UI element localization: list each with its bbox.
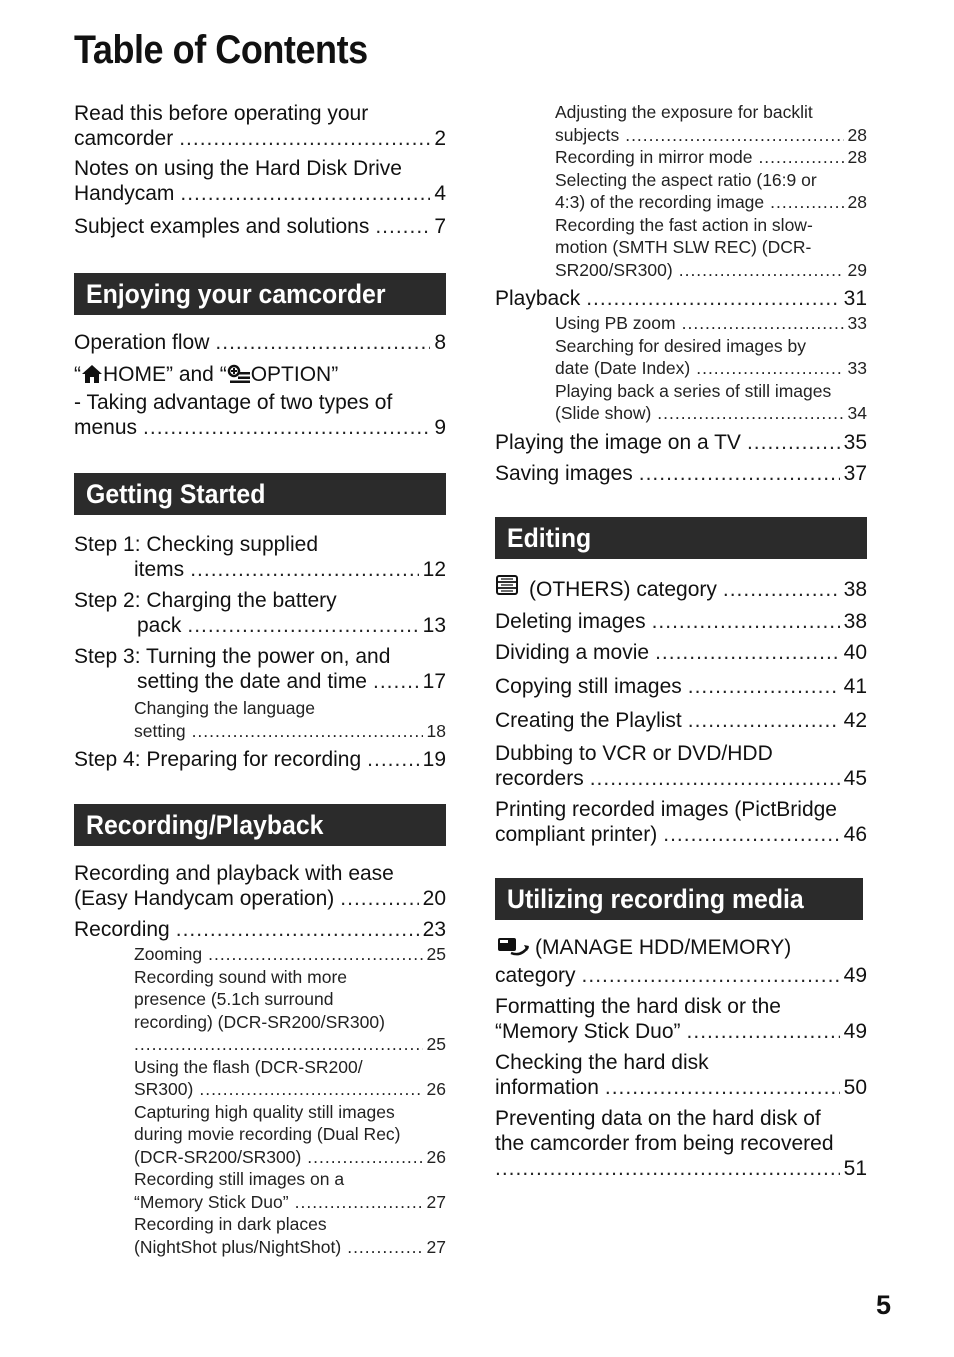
leader-dots bbox=[295, 1191, 423, 1214]
toc-entry-easy-handycam[interactable]: Recording and playback with ease (Easy Handycam operation) ..... 20 bbox=[74, 861, 446, 911]
home-icon bbox=[81, 364, 103, 390]
toc-entry-step2[interactable]: Step 2: Charging the battery pack ..... 13 bbox=[74, 588, 446, 638]
leader-dots bbox=[586, 286, 839, 311]
toc-subentry-nightshot[interactable]: Recording in dark places (NightShot plus/NightShot) ..... 27 bbox=[74, 1213, 446, 1258]
page-ref: 28 bbox=[847, 147, 867, 167]
leader-dots bbox=[375, 214, 430, 239]
toc-subentry-backlit[interactable]: Adjusting the exposure for backlit subjects ..... 28 bbox=[495, 101, 867, 146]
toc-entry-read-this[interactable]: Read this before operating your camcorder ..... 2 bbox=[74, 101, 446, 151]
leader-dots bbox=[688, 674, 840, 699]
page-ref: 28 bbox=[847, 192, 867, 212]
leader-dots bbox=[179, 126, 430, 151]
page-ref: 27 bbox=[426, 1236, 446, 1257]
toc-entry-saving[interactable]: Saving images ..... 37 bbox=[495, 461, 867, 486]
page-ref: 19 bbox=[422, 748, 446, 771]
section-header-editing: Editing bbox=[495, 517, 867, 559]
leader-dots bbox=[770, 191, 843, 214]
leader-dots bbox=[347, 1236, 422, 1259]
page-ref: 9 bbox=[434, 416, 446, 439]
page-ref: 23 bbox=[422, 918, 446, 941]
page-ref: 28 bbox=[847, 124, 867, 145]
toc-entry-preventing-recovery[interactable]: Preventing data on the hard disk of the camcorder from being recovered ..... 51 bbox=[495, 1106, 867, 1181]
leader-dots bbox=[639, 461, 840, 486]
page-ref: 49 bbox=[843, 963, 867, 987]
leader-dots bbox=[180, 181, 430, 206]
page-ref: 2 bbox=[434, 127, 446, 150]
page-ref: 4 bbox=[434, 182, 446, 205]
leader-dots bbox=[582, 963, 840, 988]
leader-dots bbox=[652, 609, 840, 634]
leader-dots bbox=[655, 640, 840, 665]
toc-entry-step4[interactable]: Step 4: Preparing for recording ..... 19 bbox=[74, 747, 446, 772]
toc-entry-step1[interactable]: Step 1: Checking supplied items ..... 12 bbox=[74, 532, 446, 582]
section-header-getting-started: Getting Started bbox=[74, 473, 446, 515]
toc-subentry-zooming[interactable]: Zooming ..... 25 bbox=[74, 943, 446, 966]
toc-entry-operation-flow[interactable]: Operation flow ..... 8 bbox=[74, 330, 446, 355]
leader-dots bbox=[373, 669, 419, 694]
page-ref: 40 bbox=[843, 640, 867, 664]
option-icon bbox=[227, 364, 251, 390]
leader-dots bbox=[687, 1019, 840, 1044]
page-ref: 17 bbox=[422, 670, 446, 693]
section-header-recording-playback: Recording/Playback bbox=[74, 804, 446, 846]
leader-dots bbox=[696, 357, 843, 380]
page-ref: 34 bbox=[847, 403, 867, 423]
leader-dots bbox=[340, 886, 418, 911]
leader-dots bbox=[758, 146, 843, 169]
toc-entry-manage-hdd[interactable]: (MANAGE HDD/MEMORY) category ..... 49 bbox=[495, 935, 867, 988]
page-ref: 46 bbox=[843, 822, 867, 846]
toc-entry-tv[interactable]: Playing the image on a TV ..... 35 bbox=[495, 430, 867, 455]
page-ref: 7 bbox=[434, 215, 446, 238]
leader-dots bbox=[199, 1078, 422, 1101]
toc-subentry-pb-zoom[interactable]: Using PB zoom ..... 33 bbox=[495, 312, 867, 335]
toc-subentry-date-index[interactable]: Searching for desired images by date (Date Index) ..... 33 bbox=[495, 335, 867, 380]
leader-dots bbox=[657, 402, 843, 425]
leader-dots bbox=[723, 577, 840, 602]
manage-hdd-memory-icon bbox=[495, 935, 531, 963]
toc-entry-dividing[interactable]: Dividing a movie ..... 40 bbox=[495, 640, 867, 665]
toc-entry-notes[interactable]: Notes on using the Hard Disk Drive Handycam ..... 4 bbox=[74, 156, 446, 206]
toc-entry-others-category[interactable]: (OTHERS) category ..... 38 bbox=[495, 574, 867, 602]
toc-subentry-mirror[interactable]: Recording in mirror mode ..... 28 bbox=[495, 146, 867, 169]
page-ref: 8 bbox=[434, 331, 446, 354]
intro-section bbox=[74, 101, 446, 239]
right-column bbox=[495, 101, 867, 1181]
toc-subentry-flash[interactable]: Using the flash (DCR-SR200/ SR300) ..... 26 bbox=[74, 1056, 446, 1101]
page-ref: 33 bbox=[847, 358, 867, 378]
leader-dots bbox=[663, 822, 839, 847]
page-ref: 33 bbox=[847, 313, 867, 333]
leader-dots bbox=[215, 330, 430, 355]
leader-dots bbox=[208, 943, 422, 966]
page-ref: 51 bbox=[843, 1156, 867, 1180]
toc-entry-playback[interactable]: Playback ..... 31 bbox=[495, 286, 867, 311]
toc-entry-dubbing[interactable]: Dubbing to VCR or DVD/HDD recorders ..... 45 bbox=[495, 741, 867, 791]
leader-dots bbox=[176, 917, 419, 942]
toc-entry-formatting[interactable]: Formatting the hard disk or the “Memory Stick Duo” ..... 49 bbox=[495, 994, 867, 1044]
page-ref: 49 bbox=[843, 1019, 867, 1043]
page-ref: 20 bbox=[422, 887, 446, 910]
toc-entry-home-option[interactable]: “ HOME” and “ OPTION” - Taking advantage of two types of menus ..... 9 bbox=[74, 362, 446, 440]
section-header-enjoying: Enjoying your camcorder bbox=[74, 273, 446, 315]
toc-entry-subject-examples[interactable]: Subject examples and solutions ..... 7 bbox=[74, 214, 446, 239]
toc-subentry-dual-rec[interactable]: Capturing high quality still images during movie recording (Dual Rec) (DCR-SR200/SR300) ..... 26 bbox=[74, 1101, 446, 1169]
page-ref: 35 bbox=[843, 430, 867, 454]
leader-dots bbox=[688, 708, 840, 733]
toc-subentry-slide-show[interactable]: Playing back a series of still images (Slide show) ..... 34 bbox=[495, 380, 867, 425]
leader-dots bbox=[682, 312, 844, 335]
page-ref: 38 bbox=[843, 577, 867, 601]
page-ref: 38 bbox=[843, 609, 867, 633]
page-ref: 41 bbox=[843, 674, 867, 698]
toc-subentry-memory-stick[interactable]: Recording still images on a “Memory Stick Duo” ..... 27 bbox=[74, 1168, 446, 1213]
others-category-icon bbox=[495, 574, 519, 602]
leader-dots bbox=[367, 747, 418, 772]
leader-dots bbox=[187, 613, 418, 638]
leader-dots bbox=[495, 1156, 840, 1181]
toc-entry-checking-disk[interactable]: Checking the hard disk information ..... 50 bbox=[495, 1050, 867, 1100]
toc-subentry-aspect[interactable]: Selecting the aspect ratio (16:9 or 4:3) of the recording image ..... 28 bbox=[495, 169, 867, 214]
leader-dots bbox=[605, 1075, 840, 1100]
section-header-recording-media: Utilizing recording media bbox=[495, 878, 863, 920]
leader-dots bbox=[134, 1033, 423, 1056]
toc-subentry-slow-motion[interactable]: Recording the fast action in slow- motion (SMTH SLW REC) (DCR- SR200/SR300) ..... 29 bbox=[495, 214, 867, 282]
toc-entry-printing[interactable]: Printing recorded images (PictBridge compliant printer) ..... 46 bbox=[495, 797, 867, 847]
leader-dots bbox=[625, 124, 843, 147]
page-title: Table of Contents bbox=[74, 28, 368, 72]
leader-dots bbox=[747, 430, 840, 455]
page-ref: 26 bbox=[426, 1079, 446, 1099]
page-ref: 50 bbox=[843, 1075, 867, 1099]
leader-dots bbox=[192, 720, 423, 743]
page-ref: 42 bbox=[843, 708, 867, 732]
page-ref: 18 bbox=[426, 720, 446, 741]
left-column bbox=[74, 101, 446, 1258]
toc-entry-copying[interactable]: Copying still images ..... 41 bbox=[495, 674, 867, 699]
page-ref: 37 bbox=[843, 461, 867, 485]
page-ref: 27 bbox=[426, 1191, 446, 1212]
leader-dots bbox=[143, 415, 430, 440]
page-ref: 25 bbox=[426, 944, 446, 964]
page-number: 5 bbox=[876, 1290, 892, 1320]
toc-subentry-language[interactable]: Changing the language setting ..... 18 bbox=[74, 697, 446, 742]
leader-dots bbox=[190, 557, 418, 582]
toc-entry-step3[interactable]: Step 3: Turning the power on, and setting the date and time ..... 17 bbox=[74, 644, 446, 694]
leader-dots bbox=[679, 259, 844, 282]
page-ref: 29 bbox=[847, 259, 867, 280]
page-ref: 13 bbox=[422, 614, 446, 637]
toc-entry-deleting[interactable]: Deleting images ..... 38 bbox=[495, 609, 867, 634]
toc-entry-playlist[interactable]: Creating the Playlist ..... 42 bbox=[495, 708, 867, 733]
page-ref: 45 bbox=[843, 766, 867, 790]
toc-subentry-surround[interactable]: Recording sound with more presence (5.1ch surround recording) (DCR-SR200/SR300) ..... 25 bbox=[74, 966, 446, 1056]
page-ref: 12 bbox=[422, 558, 446, 581]
page-ref: 31 bbox=[843, 287, 867, 310]
toc-entry-recording[interactable]: Recording ..... 23 bbox=[74, 917, 446, 942]
page-ref: 26 bbox=[426, 1146, 446, 1167]
leader-dots bbox=[590, 766, 840, 791]
page-ref: 25 bbox=[426, 1034, 446, 1054]
leader-dots bbox=[307, 1146, 422, 1169]
